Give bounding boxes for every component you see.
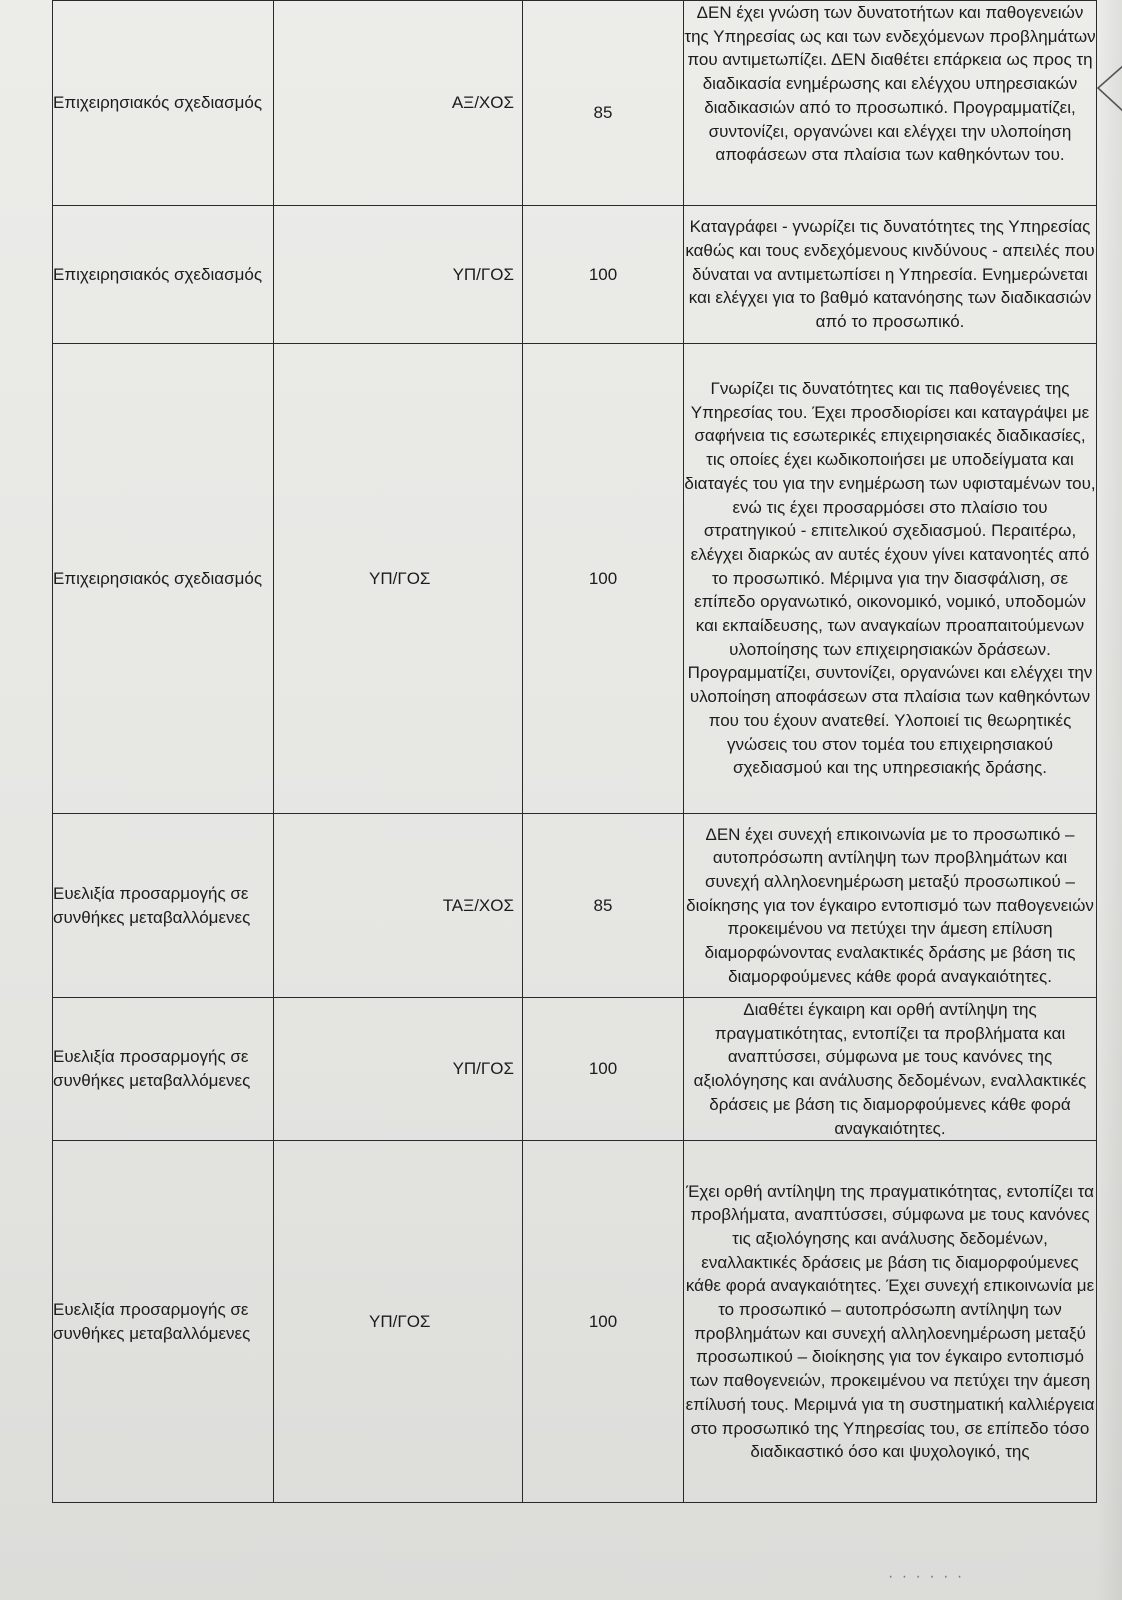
score-cell: 100 (523, 206, 684, 344)
score-cell: 100 (523, 998, 684, 1141)
rank-label: ΥΠ/ΓΟΣ (452, 264, 514, 284)
description-cell: Έχει ορθή αντίληψη της πραγματικότητας, εντοπίζει τα προβλήματα, αναπτύσσει, σύμφωνα με τους κανόνες τις αξιολόγησης και ανάλυσης δεδομένων, εναλλακτικές δράσεις με βάση τις διαμορφούμενες κάθε φορά αναγκαιότητες. Έχει συνεχή επικοινωνία με το προσωπικό – αυτοπρόσωπη αντίληψη των προβλημάτων και συνεχή αλληλοενημέρωση μεταξύ προσωπικού – διοίκησης για τον έγκαιρο εντοπισμό των παθογενειών, προκειμένου να πετύχει την άμεση επίλυσή τους. Μεριμνά για τη συστηματική καλλιέργεια στο προσωπικό της Υπηρεσίας του, σε επίπεδο τόσο διαδικαστικό όσο και ψυχολογικό, της (684, 1141, 1097, 1503)
rank-cell (274, 998, 523, 1141)
description-cell: Γνωρίζει τις δυνατότητες και τις παθογένειες της Υπηρεσίας του. Έχει προσδιορίσει και καταγράψει με σαφήνεια τις εσωτερικές επιχειρησιακές διαδικασίες, τις οποίες έχει κωδικοποιήσει με υποδείγματα και διαταγές του για την ενημέρωση των υφισταμένων του, ενώ τις έχει προσαρμόσει στο πλαίσιο του στρατηγικού - επιτελικού σχεδιασμού. Περαιτέρω, ελέγχει διαρκώς αν αυτές έχουν γίνει κατανοητές από το προσωπικό. Μέριμνα για την διασφάλιση, σε επίπεδο οργανωτικό, οικονομικό, νομικό, υποδομών και εκπαίδευσης, των αναγκαίων προαπαιτούμενων υλοποίησης των επιχειρησιακών δράσεων. Προγραμματίζει, συντονίζει, οργανώνει και ελέγχει την υλοποίηση αποφάσεων στα πλαίσια των καθηκόντων που του έχουν ανατεθεί. Υλοποιεί τις θεωρητικές γνώσεις του στον τομέα του επιχειρησιακού σχεδιασμού και της υπηρεσιακής δράσης. (684, 344, 1097, 814)
table-row (53, 1, 1097, 206)
score-cell: 85 (523, 814, 684, 998)
description-cell: ΔΕΝ έχει συνεχή επικοινωνία με το προσωπικό –αυτοπρόσωπη αντίληψη των προβλημάτων και συνεχή αλληλοενημέρωση μεταξύ προσωπικού – διοίκησης για τον έγκαιρο εντοπισμό των παθογενειών προκειμένου να πετύχει την άμεση επίλυση διαμορφώνοντας εναλακτικές δράσης με βάση τις διαμορφούμενες κάθε φορά αναγκαιότητες. (684, 814, 1097, 998)
table-row (53, 1141, 1097, 1503)
table-row (53, 344, 1097, 814)
criterion-cell: Επιχειρησιακός σχεδιασμός (53, 344, 274, 814)
rank-cell (274, 814, 523, 998)
rank-label: ΑΞ/ΧΟΣ (451, 93, 514, 113)
criterion-cell: Ευελιξία προσαρμογής σε συνθήκες μεταβαλλόμενες (53, 998, 274, 1141)
criterion-cell: Ευελιξία προσαρμογής σε συνθήκες μεταβαλλόμενες (53, 814, 274, 998)
rank-cell (274, 344, 523, 814)
score-cell: 85 (523, 1, 684, 206)
table-row (53, 814, 1097, 998)
rank-cell (274, 1, 523, 206)
score-cell: 100 (523, 1141, 684, 1503)
score-cell: 100 (523, 344, 684, 814)
description-cell: Διαθέτει έγκαιρη και ορθή αντίληψη της πραγματικότητας, εντοπίζει τα προβλήματα και αναπτύσσει, σύμφωνα με τους κανόνες της αξιολόγησης και ανάλυσης δεδομένων, εναλλακτικές δράσεις με βάση τις διαμορφούμενες κάθε φορά αναγκαιότητες. (684, 998, 1097, 1141)
evaluation-table (52, 0, 1097, 1503)
rank-label: ΥΠ/ΓΟΣ (369, 1311, 431, 1331)
table-row (53, 998, 1097, 1141)
rank-label: ΤΑΞ/ΧΟΣ (442, 895, 514, 915)
page-edge-shadow (1096, 0, 1122, 1600)
criterion-cell: Επιχειρησιακός σχεδιασμός (53, 206, 274, 344)
rank-cell (274, 1141, 523, 1503)
criterion-cell: Επιχειρησιακός σχεδιασμός (53, 1, 274, 206)
rank-label: ΥΠ/ΓΟΣ (452, 1059, 514, 1079)
table-row (53, 206, 1097, 344)
rank-label: ΥΠ/ΓΟΣ (369, 568, 431, 588)
criterion-cell: Ευελιξία προσαρμογής σε συνθήκες μεταβαλλόμενες (53, 1141, 274, 1503)
stamp-corner-mark (1094, 60, 1122, 120)
page-number-footer: · · · · · · (888, 1568, 965, 1585)
description-cell: ΔΕΝ έχει γνώση των δυνατοτήτων και παθογενειών της Υπηρεσίας ως και των ενδεχόμενων προβλημάτων που αντιμετωπίζει. ΔΕΝ διαθέτει επάρκεια ως προς τη διαδικασία ενημέρωσης και ελέγχου υπηρεσιακών διαδικασιών από το προσωπικό. Προγραμματίζει, συντονίζει, οργανώνει και ελέγχει την υλοποίηση αποφάσεων στα πλαίσια των καθηκόντων του. (684, 1, 1097, 206)
description-cell: Καταγράφει - γνωρίζει τις δυνατότητες της Υπηρεσίας καθώς και τους ενδεχόμενους κινδύνους - απειλές που δύναται να αντιμετωπίσει η Υπηρεσία. Ενημερώνεται και ελέγχει για το βαθμό κατανόησης των διαδικασιών από το προσωπικό. (684, 206, 1097, 344)
rank-cell (274, 206, 523, 344)
